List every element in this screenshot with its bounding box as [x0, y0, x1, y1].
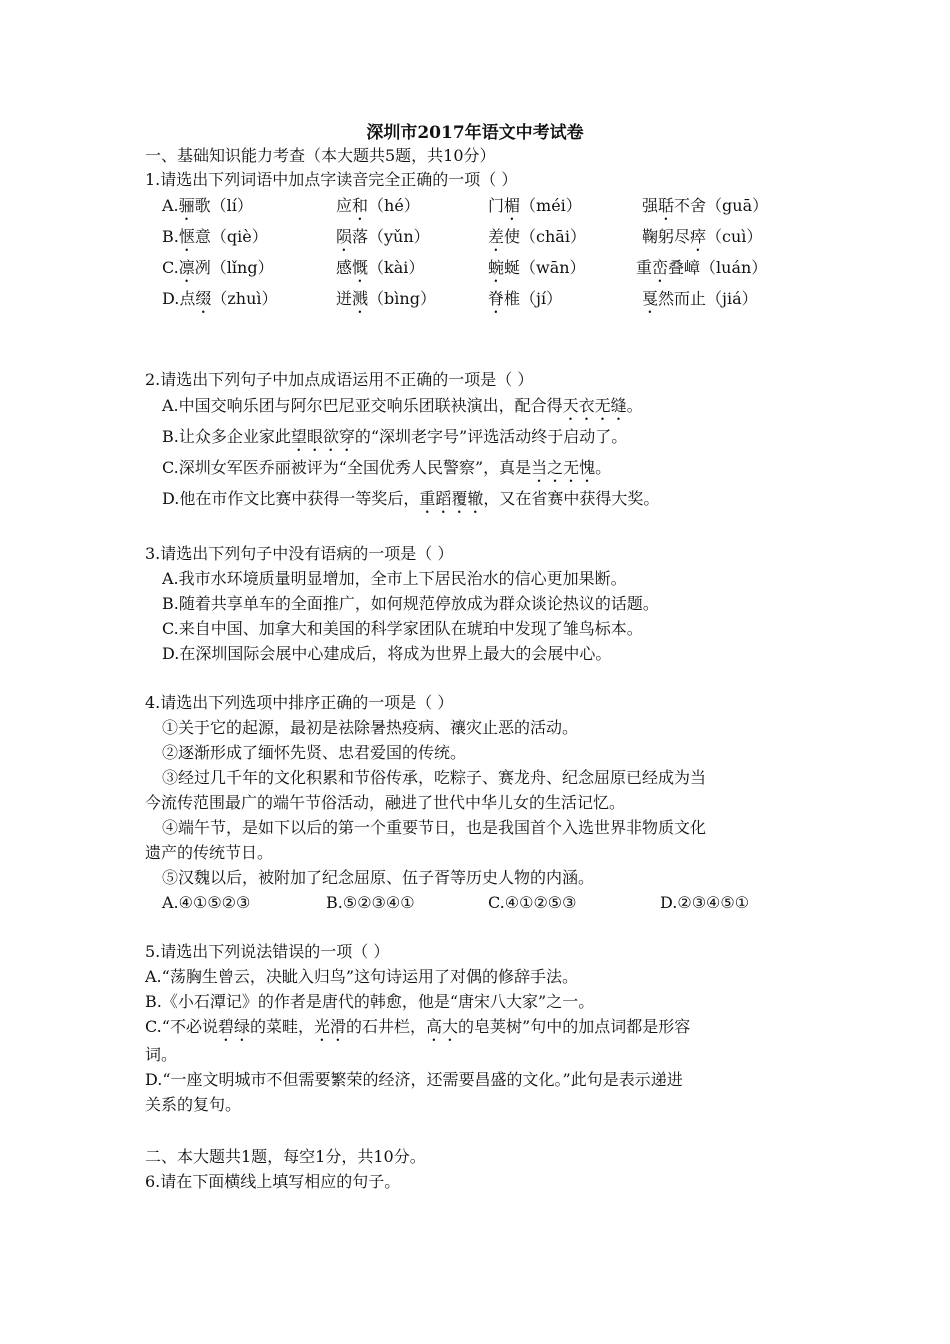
q3-option-d: D.在深圳国际会展中心建成后，将成为世界上最大的会展中心。 [162, 644, 612, 663]
q4-choice-d: D.②③④⑤① [660, 893, 750, 912]
q4-item-2: ②逐渐形成了缅怀先贤、忠君爱国的传统。 [162, 743, 467, 762]
dotted-char: 差 [488, 227, 505, 246]
q5-option-a: A.“荡胸生曾云，决眦入归鸟”这句诗运用了对偶的修辞手法。 [145, 967, 579, 986]
q1-option-c-1: C.凛冽（lǐng） [162, 258, 274, 277]
q4-item-1: ①关于它的起源，最初是祛除暑热疫病、禳灾止恶的活动。 [162, 718, 579, 737]
q1-option-a-1: A.骊歌（lí） [162, 196, 253, 215]
dotted-idiom: 当之无愧 [531, 458, 596, 477]
dotted-char: 陨 [336, 227, 353, 246]
dotted-char: 聒 [658, 196, 675, 215]
q4-item-4: ④端午节，是如下以后的第一个重要节日，也是我国首个入选世界非物质文化 [162, 818, 707, 837]
q1-option-d-2: 迸溅（bìng） [336, 289, 436, 308]
exam-title: 深圳市2017年语文中考试卷 [366, 123, 584, 143]
q1-option-b-4: 鞠躬尽瘁（cuì） [642, 227, 763, 246]
dotted-char: 骊 [178, 196, 195, 215]
q3-option-c: C.来自中国、加拿大和美国的科学家团队在琥珀中发现了雏鸟标本。 [162, 619, 643, 638]
q2-option-d: D.他在市作文比赛中获得一等奖后，重蹈覆辙，又在省赛中获得大奖。 [162, 489, 660, 508]
q2-option-b: B.让众多企业家此望眼欲穿的“深圳老字号”评选活动终于启动了。 [162, 427, 628, 446]
dotted-char: 脊 [488, 289, 505, 308]
q5-option-b: B.《小石潭记》的作者是唐代的韩愈，他是“唐宋八大家”之一。 [145, 992, 595, 1011]
q4-item-3: ③经过几千年的文化积累和节俗传承，吃粽子、赛龙舟、纪念屈原已经成为当 [162, 768, 707, 787]
q1-option-b-1: B.惬意（qiè） [162, 227, 268, 246]
dotted-idiom: 重蹈覆辙 [419, 489, 484, 508]
dotted-char: 瘁 [690, 227, 707, 246]
q5-option-d: D.“一座文明城市不但需要繁荣的经济，还需要昌盛的文化。”此句是表示递进 [145, 1070, 683, 1089]
q2-option-a: A.中国交响乐团与阿尔巴尼亚交响乐团联袂演出，配合得天衣无缝。 [162, 396, 643, 415]
q1-stem: 1.请选出下列词语中加点字读音完全正确的一项（ ） [145, 170, 518, 189]
q1-option-c-3: 蜿蜒（wān） [488, 258, 586, 277]
q1-option-c-4: 重峦叠嶂（luán） [636, 258, 768, 277]
q1-option-a-3: 门楣（méi） [488, 196, 582, 215]
q1-option-c-2: 感慨（kài） [336, 258, 425, 277]
q1-option-a-4: 强聒不舍（guā） [642, 196, 769, 215]
dotted-idiom: 望眼欲穿 [290, 427, 355, 446]
dotted-char: 峦 [652, 258, 669, 277]
q4-item-5: ⑤汉魏以后，被附加了纪念屈原、伍子胥等历史人物的内涵。 [162, 868, 595, 887]
q1-option-d-1: D.点缀（zhuì） [162, 289, 278, 308]
q4-item-4-cont: 遗产的传统节日。 [145, 843, 274, 862]
dotted-char: 凛 [178, 258, 195, 277]
q4-choice-b: B.⑤②③④① [326, 893, 415, 912]
dotted-char: 楣 [504, 196, 521, 215]
q6-stem: 6.请在下面横线上填写相应的句子。 [145, 1172, 401, 1191]
q2-option-c: C.深圳女军医乔丽被评为“全国优秀人民警察”，真是当之无愧。 [162, 458, 612, 477]
q5-option-d-cont: 关系的复句。 [145, 1095, 242, 1114]
q1-option-b-3: 差使（chāi） [488, 227, 586, 246]
dotted-char: 慨 [352, 258, 369, 277]
dotted-word: 光滑 [313, 1017, 346, 1036]
q5-option-c-cont: 词。 [145, 1045, 178, 1064]
dotted-char: 溅 [352, 289, 369, 308]
q1-option-d-3: 脊椎（jí） [488, 289, 563, 308]
q3-option-a: A.我市水环境质量明显增加，全市上下居民治水的信心更加果断。 [162, 569, 627, 588]
q4-choice-c: C.④①②⑤③ [488, 893, 577, 912]
section-2-heading: 二、本大题共1题，每空1分，共10分。 [145, 1147, 426, 1166]
dotted-char: 戛 [642, 289, 659, 308]
q5-stem: 5.请选出下列说法错误的一项（ ） [145, 942, 390, 961]
section-1-heading: 一、基础知识能力考查（本大题共5题，共10分） [145, 146, 496, 165]
dotted-word: 高大 [426, 1017, 459, 1036]
dotted-char: 和 [352, 196, 369, 215]
dotted-char: 缀 [195, 289, 212, 308]
dotted-word: 碧绿 [217, 1017, 250, 1036]
dotted-char: 蜿 [488, 258, 505, 277]
dotted-idiom: 天衣无缝 [562, 396, 627, 415]
q2-stem: 2.请选出下列句子中加点成语运用不正确的一项是（ ） [145, 370, 534, 389]
q3-stem: 3.请选出下列句子中没有语病的一项是（ ） [145, 544, 454, 563]
q4-choice-a: A.④①⑤②③ [162, 893, 251, 912]
q5-option-c: C.“不必说碧绿的菜畦，光滑的石井栏，高大的皂荚树”句中的加点词都是形容 [145, 1017, 691, 1036]
q3-option-b: B.随着共享单车的全面推广，如何规范停放成为群众谈论热议的话题。 [162, 594, 659, 613]
q1-option-d-4: 戛然而止（jiá） [642, 289, 758, 308]
q4-stem: 4.请选出下列选项中排序正确的一项是（ ） [145, 693, 454, 712]
q1-option-b-2: 陨落（yǔn） [336, 227, 430, 246]
q4-item-3-cont: 今流传范围最广的端午节俗活动，融进了世代中华儿女的生活记忆。 [145, 793, 626, 812]
q1-option-a-2: 应和（hé） [336, 196, 420, 215]
dotted-char: 惬 [178, 227, 195, 246]
